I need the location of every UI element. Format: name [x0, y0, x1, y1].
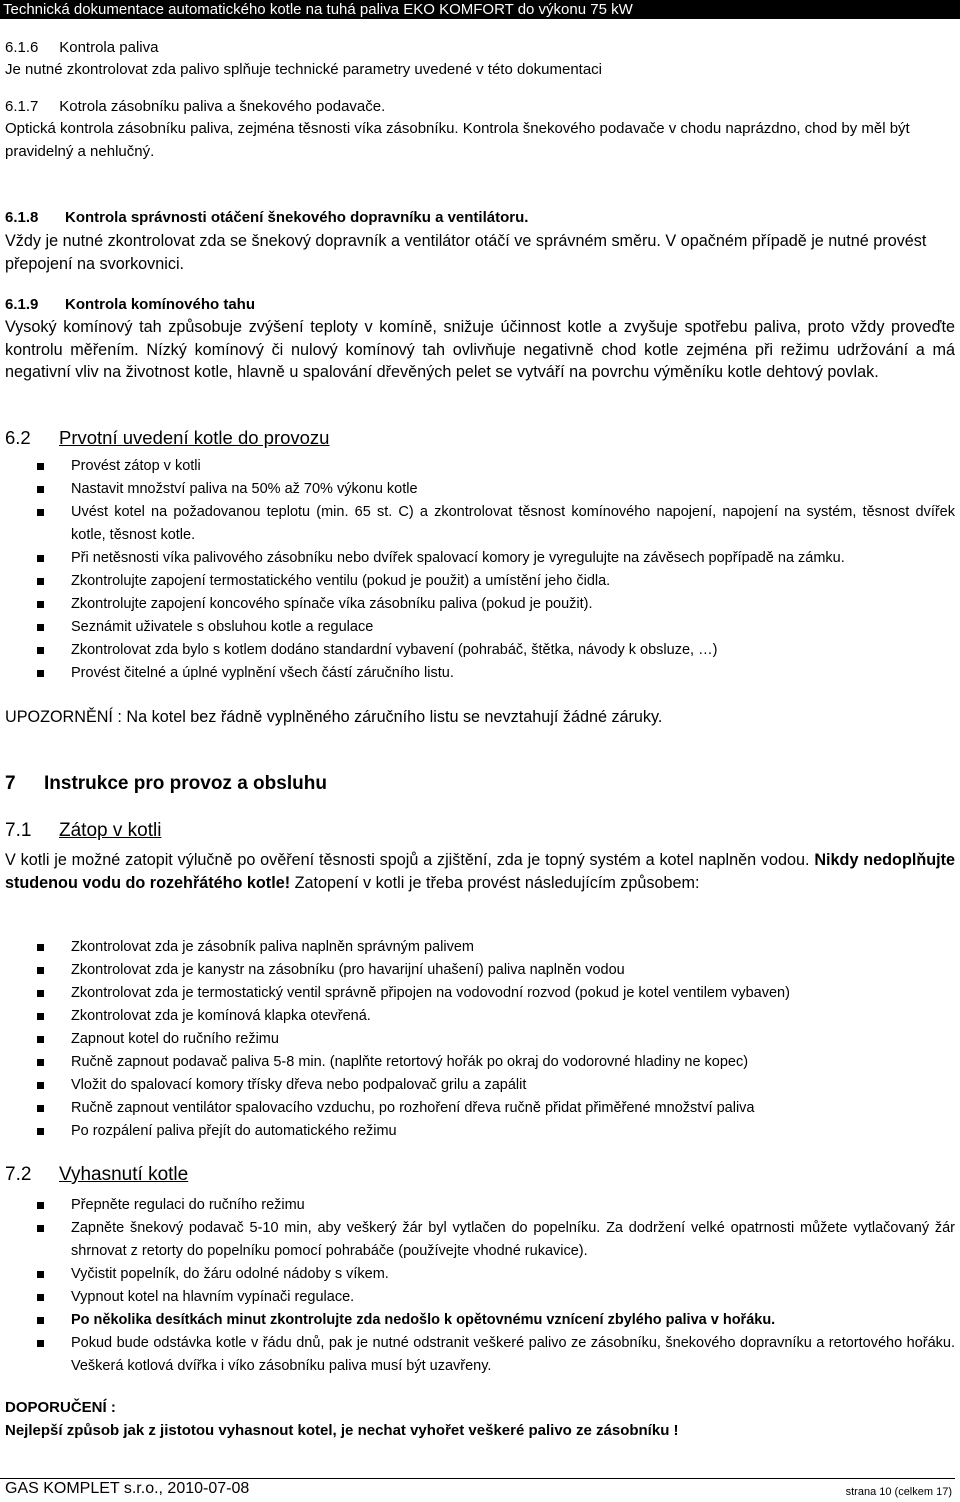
section-6-1-8-text: Vždy je nutné zkontrolovat zda se šnekový dopravník a ventilátor otáčí ve správném směru. V opačném případě je nutné provést přepojení na svorkovnici. [5, 232, 927, 273]
section-title: Kontrola komínového tahu [65, 296, 256, 313]
section-number: 7 [5, 773, 16, 794]
list-item: Zkontrolovat zda je termostatický ventil správně připojen na vodovodní rozvod (pokud je kotel ventilem vybaven) [0, 982, 955, 1005]
section-7-1-text: V kotli je možné zatopit výlučně po ověření těsnosti spojů a zjištění, zda je topný systém a kotel naplněn vodou. Nikdy nedoplňujte studenou vodu do rozehřátého kotle! Zatopení v kotli je třeba provést následujícím způsobem: [5, 851, 955, 892]
list-item: Zkontrolovat zda je kanystr na zásobníku (pro havarijní uhašení) paliva naplněn vodou [0, 959, 955, 982]
recommendation-label: DOPORUČENÍ : [5, 1399, 116, 1416]
warning-text: UPOZORNĚNÍ : Na kotel bez řádně vyplněného záručního listu se nevztahují žádné záruky. [5, 708, 663, 726]
section-title: Prvotní uvedení kotle do provozu [59, 427, 330, 448]
bullet-icon [37, 509, 44, 516]
list-item: Seznámit uživatele s obsluhou kotle a regulace [0, 616, 955, 639]
section-6-1-8-heading [5, 209, 528, 226]
list-item: Ručně zapnout podavač paliva 5-8 min. (naplňte retortový hořák po okraj do vodorovné hladiny ne kopec) [0, 1051, 955, 1074]
section-number: 7.2 [5, 1164, 32, 1185]
list-item: Po rozpálení paliva přejít do automatického režimu [0, 1120, 955, 1143]
bullet-icon [37, 1317, 44, 1324]
section-number: 7.1 [5, 820, 32, 841]
bullet-icon [37, 670, 44, 677]
bullet-icon [37, 944, 44, 951]
list-item: Zkontrolovat zda je komínová klapka otevřená. [0, 1005, 955, 1028]
section-7-2-heading [5, 1164, 188, 1186]
bullet-icon [37, 1271, 44, 1278]
section-number: 6.1.7 [5, 98, 39, 115]
bullet-icon [37, 601, 44, 608]
list-item: Zkontrolujte zapojení koncového spínače víka zásobníku paliva (pokud je použit). [0, 593, 955, 616]
section-number: 6.1.8 [5, 209, 39, 226]
list-item: Zkontrolujte zapojení termostatického ventilu (pokud je použit) a umístění jeho čidla. [0, 570, 955, 593]
bullet-icon [37, 990, 44, 997]
list-item: Ručně zapnout ventilátor spalovacího vzduchu, po rozhoření dřeva ručně přidat přiměřené množství paliva [0, 1097, 955, 1120]
section-7-1-heading [5, 820, 161, 842]
bullet-icon [37, 967, 44, 974]
footer-company: GAS KOMPLET s.r.o., 2010-07-08 [5, 1480, 250, 1497]
recommendation-text: Nejlepší způsob jak z jistotou vyhasnout kotel, je nechat vyhořet veškeré palivo ze zásobníku ! [5, 1422, 679, 1439]
document-header: Technická dokumentace automatického kotle na tuhá paliva EKO KOMFORT do výkonu 75 kW [0, 0, 960, 19]
bullet-icon [37, 647, 44, 654]
bold-warning: Nikdy nedoplňujte studenou vodu do rozehřátého kotle! [5, 851, 955, 892]
section-title: Instrukce pro provoz a obsluhu [44, 773, 327, 794]
section-title: Kontrola správnosti otáčení šnekového dopravníku a ventilátoru. [65, 209, 529, 226]
bullet-icon [37, 1059, 44, 1066]
section-6-1-7-text: Optická kontrola zásobníku paliva, zejména těsnosti víka zásobníku. Kontrola šnekového podavače v chodu naprázdno, chod by měl být pravidelný a nehlučný. [5, 120, 910, 160]
list-item: Zkontrolovat zda bylo s kotlem dodáno standardní vybavení (pohrabáč, štětka, návody k obsluze, …) [0, 639, 955, 662]
bullet-icon [37, 1128, 44, 1135]
bullet-icon [37, 1013, 44, 1020]
section-title: Zátop v kotli [59, 820, 162, 841]
bullet-icon [37, 1340, 44, 1347]
section-6-1-6-heading [5, 37, 158, 60]
list-item: Provést čitelné a úplné vyplnění všech částí záručního listu. [0, 662, 955, 685]
section-number: 6.2 [5, 427, 31, 448]
section-6-1-6-text: Je nutné zkontrolovat zda palivo splňuje technické parametry uvedené v této dokumentaci [5, 61, 603, 78]
bullet-icon [37, 1225, 44, 1232]
section-title: Vyhasnutí kotle [59, 1164, 189, 1185]
list-item: Uvést kotel na požadovanou teplotu (min. 65 st. C) a zkontrolovat těsnost komínového napojení, napojení na systém, těsnost dvířek kotle, těsnost kotle. [0, 501, 955, 547]
bullet-icon [37, 1294, 44, 1301]
list-item: Vyčistit popelník, do žáru odolné nádoby s víkem. [0, 1263, 955, 1286]
section-number: 6.1.9 [5, 296, 39, 313]
list-item: Zkontrolovat zda je zásobník paliva naplněn správným palivem [0, 936, 955, 959]
list-item: Přepněte regulaci do ručního režimu [0, 1194, 955, 1217]
commissioning-list [0, 455, 955, 685]
section-6-1-9-heading [5, 296, 255, 313]
list-item: Zapněte šnekový podavač 5-10 min, aby veškerý žár byl vytlačen do popelníku. Za dodržení velké opatrnosti můžete vytlačovaný žár shrnovat z retorty do popelníku pomocí pohrabáče (používejte vhodné rukavice). [0, 1217, 955, 1263]
section-6-1-7-heading [5, 96, 385, 119]
list-item: Nastavit množství paliva na 50% až 70% výkonu kotle [0, 478, 955, 501]
bullet-icon [37, 463, 44, 470]
bullet-icon [37, 486, 44, 493]
list-item: Vložit do spalovací komory třísky dřeva nebo podpalovač grilu a zapálit [0, 1074, 955, 1097]
list-item: Zapnout kotel do ručního režimu [0, 1028, 955, 1051]
section-6-2-heading [5, 427, 329, 449]
bullet-icon [37, 578, 44, 585]
shutdown-list [0, 1194, 955, 1378]
section-6-1-9-text: Vysoký komínový tah způsobuje zvýšení teploty v komíně, snižuje účinnost kotle a zvyšuje spotřebu paliva, proto vždy proveďte kontrolu měřením. Nízký komínový či nulový komínový tah ovlivňuje negativně chod kotle zejména při režimu udržování a má negativní vliv na životnost kotle, hlavně u spalování dřevěných pelet se vytváří na povrchu výměníku kotle dehtový povlak. [5, 318, 955, 381]
bullet-icon [37, 1036, 44, 1043]
list-item: Vypnout kotel na hlavním vypínači regulace. [0, 1286, 955, 1309]
bullet-icon [37, 1082, 44, 1089]
list-item: Po několika desítkách minut zkontrolujte zda nedošlo k opětovnému vznícení zbylého paliva v hořáku. [0, 1309, 955, 1332]
list-item: Provést zátop v kotli [0, 455, 955, 478]
list-item: Při netěsnosti víka palivového zásobníku nebo dvířek spalovací komory je vyregulujte na závěsech popřípadě na zámku. [0, 547, 955, 570]
bullet-icon [37, 555, 44, 562]
list-item: Pokud bude odstávka kotle v řádu dnů, pak je nutné odstranit veškeré palivo ze zásobníku, šnekového dopravníku a retortového hořáku. Veškerá kotlová dvířka i víko zásobníku paliva musí být uzavřeny. [0, 1332, 955, 1378]
ignition-list [0, 936, 955, 1143]
bullet-icon [37, 1105, 44, 1112]
section-number: 6.1.6 [5, 39, 39, 56]
footer-page-number: strana 10 (celkem 17) [845, 1486, 952, 1498]
bullet-icon [37, 1202, 44, 1209]
section-title: Kontrola paliva [59, 39, 159, 56]
section-title: Kotrola zásobníku paliva a šnekového podavače. [59, 98, 386, 115]
footer-divider [0, 1478, 955, 1479]
chapter-7-heading [5, 773, 327, 795]
bullet-icon [37, 624, 44, 631]
